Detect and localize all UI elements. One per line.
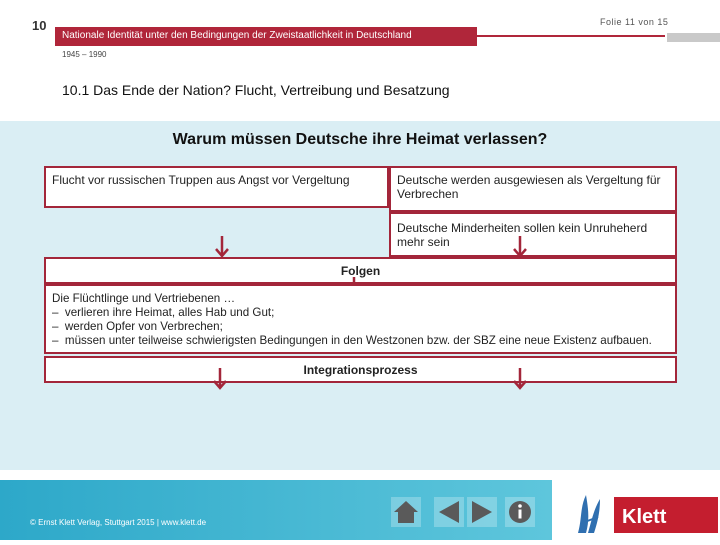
reason-text: Deutsche werden ausgewiesen als Vergeltung für Verbrechen — [397, 173, 661, 201]
consequences-intro: Die Flüchtlinge und Vertriebenen … — [52, 292, 236, 305]
consequences-label: Folgen — [340, 263, 381, 278]
reason-box-minderheiten — [389, 212, 677, 257]
info-icon[interactable] — [505, 497, 535, 527]
slide-counter: Folie 11 von 15 — [600, 17, 669, 27]
header-grey-bar — [667, 33, 720, 42]
logo-text: Klett — [622, 506, 667, 528]
home-icon[interactable] — [391, 497, 421, 527]
arrow-down-icon — [513, 368, 527, 392]
list-item: – werden Opfer von Verbrechen; — [52, 320, 223, 333]
integration-label: Integrationsprozess — [303, 362, 418, 377]
section-title: 10.1 Das Ende der Nation? Flucht, Vertreibung und Besatzung — [62, 82, 450, 98]
forward-icon[interactable] — [467, 497, 497, 527]
integration-bar — [44, 356, 677, 383]
arrow-down-icon — [213, 368, 227, 392]
reason-text: Flucht vor russischen Truppen aus Angst vor Vergeltung — [52, 173, 350, 187]
chapter-title: Nationale Identität unter den Bedingungen der Zweistaatlichkeit in Deutschland — [62, 30, 412, 41]
back-icon[interactable] — [434, 497, 464, 527]
bullet: – — [52, 334, 59, 347]
copyright: © Ernst Klett Verlag, Stuttgart 2015 | www.klett.de — [30, 518, 207, 527]
list-item: – verlieren ihre Heimat, alles Hab und Gut; — [52, 306, 275, 319]
bullet: – — [52, 306, 59, 319]
chapter-number: 10 — [32, 18, 47, 33]
list-item: – müssen unter teilweise schwierigsten Bedingungen in den Westzonen bzw. der SBZ eine neue Existenz aufbauen. — [52, 334, 652, 347]
bullet: – — [52, 320, 59, 333]
reason-box-flucht — [44, 166, 389, 208]
reason-text: Deutsche Minderheiten sollen kein Unruheherd mehr sein — [397, 221, 648, 249]
klett-logo — [568, 489, 720, 540]
title-divider — [477, 35, 665, 37]
consequences-box — [44, 284, 677, 354]
diagram-question: Warum müssen Deutsche ihre Heimat verlassen? — [172, 131, 548, 148]
klett-logo-icon — [578, 495, 600, 533]
years-label: 1945 – 1990 — [62, 50, 107, 59]
reason-box-ausgewiesen — [389, 166, 677, 212]
